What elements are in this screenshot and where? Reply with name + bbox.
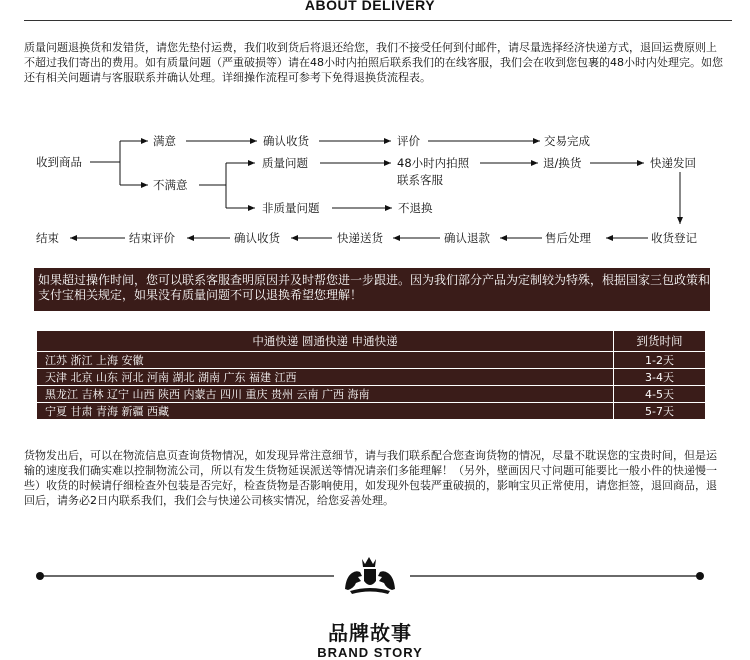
table-row <box>37 386 706 403</box>
table-cell-regions: 天津 北京 山东 河北 河南 湖北 湖南 广东 福建 江西 <box>37 369 614 386</box>
flow-ship-back: 快递发回 <box>650 156 696 170</box>
flow-confirm-receipt: 确认收货 <box>263 134 309 148</box>
flow-after-sales: 售后处理 <box>545 231 591 245</box>
table-cell-days: 1-2天 <box>614 352 706 369</box>
table-row <box>37 403 706 420</box>
flow-photo-contact-line2: 联系客服 <box>397 173 443 187</box>
flow-deal-done: 交易完成 <box>544 134 590 148</box>
table-row <box>37 369 706 386</box>
flow-confirm-refund: 确认退款 <box>444 231 490 245</box>
table-row <box>37 352 706 369</box>
table-cell-days: 4-5天 <box>614 386 706 403</box>
table-cell-days: 3-4天 <box>614 369 706 386</box>
outro-paragraph: 货物发出后，可以在物流信息页查询货物情况，如发现异常注意细节，请与我们联系配合您查询货物的情况，尽量不耽误您的宝贵时间，但是运输的速度我们确实难以控制物流公司，所以有发生货物延误派送等情况请亲们多能理解！（另外，壁画因尺寸问题可能要比一般小件的快递慢一些）收货的时候请仔细检查外包装是否完好，检查货物是否影响使用，如发现外包装严重破损的，影响宝贝正常使用，请您拒签，退回商品，退回后，请务必2日内联系我们，我们会与快递公司核实情况，给您妥善处理。 <box>24 449 717 507</box>
flow-end: 结束 <box>36 231 59 245</box>
crown-lion-crest-icon <box>345 557 395 594</box>
shipping-time-table <box>36 330 706 420</box>
notice-banner <box>34 268 710 311</box>
flow-end-review: 结束评价 <box>129 231 175 245</box>
table-cell-regions: 江苏 浙江 上海 安徽 <box>37 352 614 369</box>
flow-receive: 收到商品 <box>36 155 82 169</box>
notice-text: 如果超过操作时间，您可以联系客服查明原因并及时帮您进一步跟进。因为我们部分产品为定制较为特殊，根据国家三包政策和支付宝相关规定，如果没有质量问题不可以退换希望您理解！ <box>38 273 711 302</box>
flow-review: 评价 <box>397 134 420 148</box>
divider-dot-right <box>696 572 704 580</box>
flow-unsatisfied: 不满意 <box>153 178 188 192</box>
flow-no-return: 不退换 <box>398 201 433 215</box>
table-header-arrival: 到货时间 <box>614 331 706 352</box>
intro-paragraph: 质量问题退换货和发错货，请您先垫付运费，我们收到货后将退还给您，我们不接受任何到付邮件，请尽量选择经济快递方式，退回运费原则上不超过我们寄出的费用。如有质量问题（严重破损等）请在48小时内拍照后联系我们的在线客服，我们会在收到您包裹的48小时内处理完。如您还有相关问题请与客服联系并确认处理。详细操作流程可参考下免得退换货流程表。 <box>24 41 723 84</box>
table-header-row <box>37 331 706 352</box>
table-header-couriers: 中通快递 圆通快递 申通快递 <box>37 331 614 352</box>
flow-receipt-register: 收货登记 <box>651 231 697 245</box>
flow-quality-issue: 质量问题 <box>262 156 308 170</box>
flow-confirm-receipt-2: 确认收货 <box>234 231 280 245</box>
flow-express-delivery: 快递送货 <box>337 231 383 245</box>
table-cell-regions: 黑龙江 吉林 辽宁 山西 陕西 内蒙古 四川 重庆 贵州 云南 广西 海南 <box>37 386 614 403</box>
flow-satisfied: 满意 <box>153 134 176 148</box>
flow-photo-contact-line1: 48小时内拍照 <box>397 156 470 170</box>
section-title: ABOUT DELIVERY <box>304 0 436 13</box>
return-flowchart <box>0 120 750 260</box>
brand-subtitle: BRAND STORY <box>317 645 423 660</box>
flow-non-quality-issue: 非质量问题 <box>262 201 320 215</box>
divider-dot-left <box>36 572 44 580</box>
table-cell-regions: 宁夏 甘肃 青海 新疆 西藏 <box>37 403 614 420</box>
title-divider <box>24 20 732 21</box>
flow-return-exchange: 退/换货 <box>543 156 582 170</box>
table-cell-days: 5-7天 <box>614 403 706 420</box>
brand-divider <box>0 555 750 605</box>
brand-title: 品牌故事 <box>328 621 412 645</box>
